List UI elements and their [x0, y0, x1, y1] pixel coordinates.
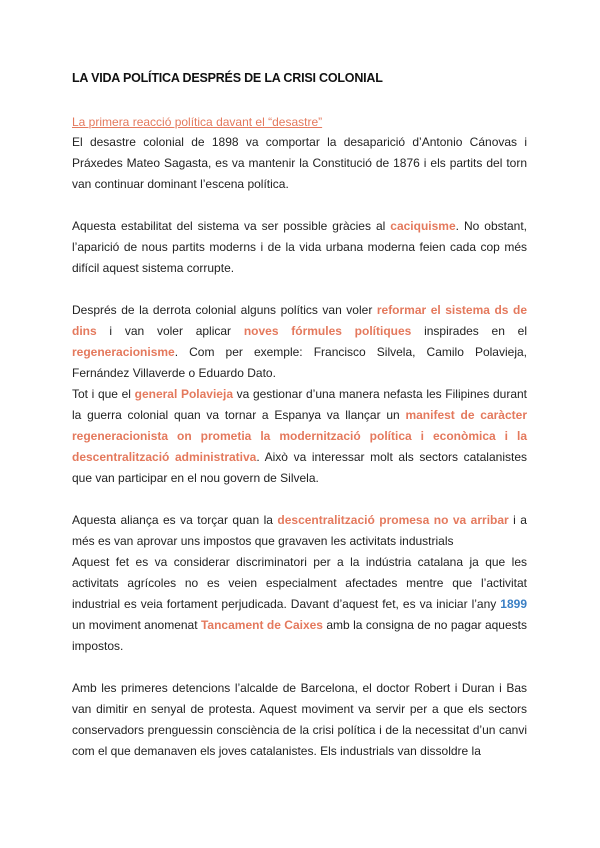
paragraph-2: Aquesta estabilitat del sistema va ser possible gràcies al caciquisme. No obstant, l’aparició de nous partits moderns i de la vida urbana moderna feien cada cop més difícil aquest sistema corrupte.	[72, 219, 527, 275]
paragraph-7: Amb les primeres detencions l’alcalde de Barcelona, el doctor Robert i Duran i Bas van dimitir en senyal de protesta. Aquest moviment va servir per a que els sectors conservadors prenguessin consciència de la crisi política i de la necessitat d’un canvi com el que demanaven els joves catalanistes. Els industrials van dissoldre la	[72, 681, 527, 758]
highlight-descentralitzacio: descentralització promesa no va arribar	[277, 513, 509, 527]
page-title: LA VIDA POLÍTICA DESPRÉS DE LA CRISI COLONIAL	[72, 71, 383, 85]
highlight-caciquisme: caciquisme	[390, 219, 456, 233]
highlight-manifest: manifest de caràcter regeneracionista on prometia la modernització política i econòmica i la descentralització administrativa	[72, 408, 527, 464]
highlight-regeneracionisme: regeneracionisme	[72, 345, 175, 359]
highlight-general-polavieja: general Polavieja	[134, 387, 233, 401]
paragraph-1: El desastre colonial de 1898 va comportar la desaparició d’Antonio Cánovas i Práxedes Mateo Sagasta, es va mantenir la Constitució de 1876 i els partits del torn van continuar dominant l’escena política.	[72, 135, 527, 191]
paragraph-4: Tot i que el general Polavieja va gestionar d’una manera nefasta les Filipines durant la guerra colonial quan va tornar a Espanya va llançar un manifest de caràcter regeneracionista on prometia la modernització política i econòmica i la descentralització administrativa. Això va interessar molt als sectors catalanistes que van participar en el nou govern de Silvela.	[72, 387, 527, 485]
section-subtitle: La primera reacció política davant el “desastre”	[72, 115, 323, 129]
highlight-reformar: reformar el sistema ds de dins	[72, 303, 527, 338]
highlight-tancament-de-caixes: Tancament de Caixes	[200, 618, 323, 632]
document-body	[72, 132, 527, 762]
highlight-noves-formules: noves fórmules polítiques	[243, 324, 412, 338]
paragraph-5: Aquesta aliança es va torçar quan la descentralització promesa no va arribar i a més es van aprovar uns impostos que gravaven les activitats industrials	[72, 513, 527, 548]
highlight-year-1899: 1899	[500, 597, 527, 611]
paragraph-6: Aquest fet es va considerar discriminatori per a la indústria catalana ja que les activitats agrícoles no es veien especialment afectades mentre que l’activitat industrial es veia fortament perjudicada. Davant d’aquest fet, es va iniciar l’any 1899 un moviment anomenat Tancament de Caixes amb la consigna de no pagar aquests impostos.	[72, 555, 527, 653]
paragraph-3: Després de la derrota colonial alguns polítics van voler reformar el sistema ds de dins i van voler aplicar noves fórmules polítiques inspirades en el regeneracionisme. Com per exemple: Francisco Silvela, Camilo Polavieja, Fernández Villaverde o Eduardo Dato.	[72, 303, 527, 380]
